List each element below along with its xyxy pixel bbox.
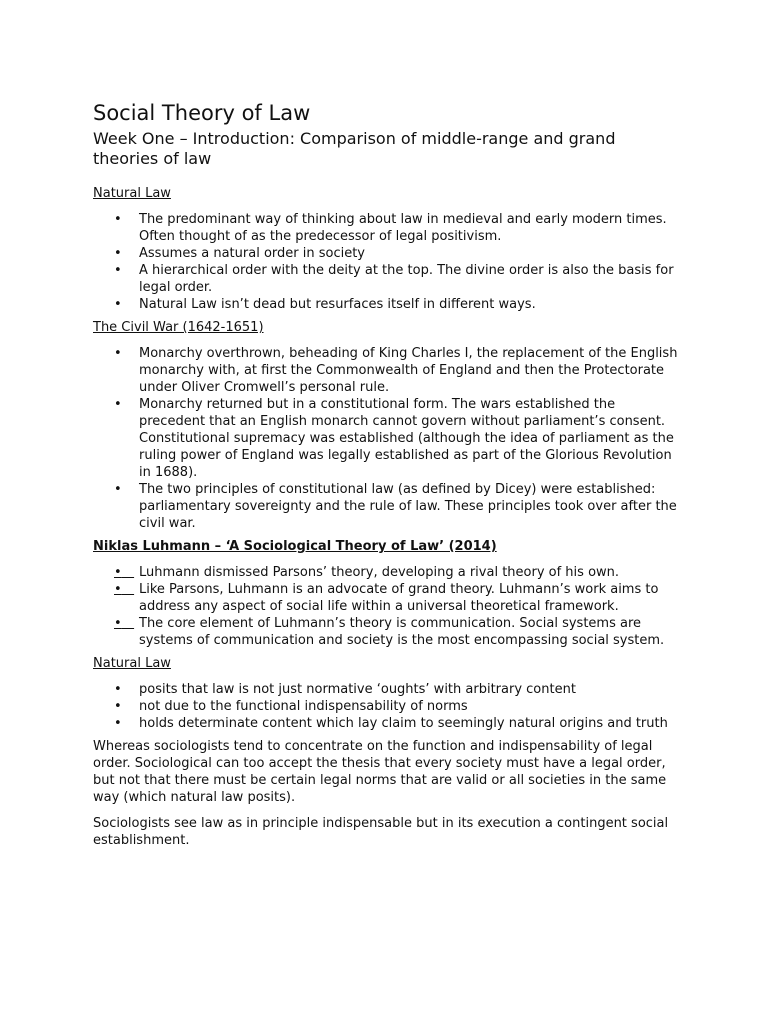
list-item: [93, 698, 683, 715]
list-item: [93, 345, 683, 396]
document-title: Social Theory of Law: [93, 101, 311, 125]
list-item: [93, 581, 683, 615]
list-item-text: holds determinate content which lay claim to seemingly natural origins and truth: [139, 716, 668, 731]
list-item-text: Monarchy returned but in a constitutional form. The wars established the precedent that an English monarch cannot govern without parliament’s consent. Constitutional supremacy was established (although the idea of parliament as the ruling power of England was legally established as part of the Glorious Revolution in 1688).: [139, 397, 674, 480]
bullet-icon: •: [114, 246, 122, 261]
list-item: [93, 715, 683, 732]
section-heading-natural-law-2: Natural Law: [93, 656, 171, 671]
section-heading-natural-law: Natural Law: [93, 186, 171, 201]
list-item-text: A hierarchical order with the deity at the top. The divine order is also the basis for legal order.: [139, 263, 674, 295]
list-item: [93, 296, 683, 313]
bullet-icon: •: [114, 346, 122, 361]
bullet-icon: •: [114, 263, 122, 278]
bullet-icon: •: [114, 699, 122, 714]
natural-law-list: [93, 211, 683, 313]
civil-war-list: [93, 345, 683, 532]
bullet-icon: •: [114, 565, 122, 580]
list-item: [93, 211, 683, 245]
list-item-text: Monarchy overthrown, beheading of King Charles I, the replacement of the English monarchy with, at first the Commonwealth of England and then the Protectorate under Oliver Cromwell’s personal rule.: [139, 346, 678, 395]
list-item: [93, 481, 683, 532]
section-heading-civil-war: The Civil War (1642-1651): [93, 320, 264, 335]
list-item-text: The two principles of constitutional law (as defined by Dicey) were established: parliamentary sovereignty and the rule of law. These principles took over after the civil war.: [139, 482, 677, 531]
body-paragraph: Sociologists see law as in principle indispensable but in its execution a contingent social establishment.: [93, 816, 669, 848]
document-subtitle: Week One – Introduction: Comparison of middle-range and grand theories of law: [93, 129, 616, 168]
list-item-text: posits that law is not just normative ‘oughts’ with arbitrary content: [139, 682, 576, 697]
list-item: [93, 396, 683, 481]
body-paragraph: Whereas sociologists tend to concentrate on the function and indispensability of legal order. Sociological can too accept the thesis that every society must have a legal order, but not that there must be certain legal norms that are valid or all societies in the same way (which natural law posits).: [93, 739, 667, 805]
bullet-icon: •: [114, 716, 122, 731]
list-item: [93, 564, 683, 581]
list-item-text: Luhmann dismissed Parsons’ theory, developing a rival theory of his own.: [139, 565, 620, 580]
list-item-text: Like Parsons, Luhmann is an advocate of grand theory. Luhmann’s work aims to address any aspect of social life within a universal theoretical framework.: [139, 582, 659, 614]
section-heading-luhmann: Niklas Luhmann – ‘A Sociological Theory of Law’ (2014): [93, 539, 497, 554]
luhmann-list: [93, 564, 683, 649]
list-item-text: Natural Law isn’t dead but resurfaces itself in different ways.: [139, 297, 536, 312]
bullet-icon: •: [114, 616, 122, 631]
list-item: [93, 681, 683, 698]
list-item: [93, 245, 683, 262]
list-item-text: not due to the functional indispensability of norms: [139, 699, 468, 714]
natural-law-2-list: [93, 681, 683, 732]
bullet-icon: •: [114, 682, 122, 697]
list-item-text: The predominant way of thinking about law in medieval and early modern times. Often thought of as the predecessor of legal positivism.: [139, 212, 667, 244]
list-item-text: Assumes a natural order in society: [139, 246, 365, 261]
bullet-icon: •: [114, 212, 122, 227]
list-item: [93, 262, 683, 296]
list-item-text: The core element of Luhmann’s theory is communication. Social systems are systems of communication and society is the most encompassing social system.: [139, 616, 665, 648]
document-page: [93, 100, 683, 858]
list-item: [93, 615, 683, 649]
bullet-icon: •: [114, 397, 122, 412]
bullet-icon: •: [114, 582, 122, 597]
bullet-icon: •: [114, 482, 122, 497]
bullet-icon: •: [114, 297, 122, 312]
